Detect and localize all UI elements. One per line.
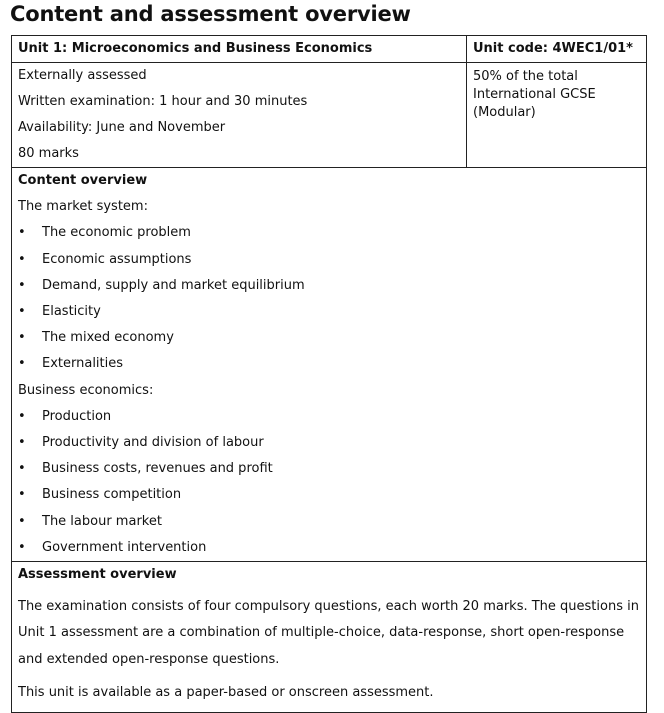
list-item-label: The mixed economy — [42, 330, 174, 346]
info-external: Externally assessed — [18, 68, 147, 83]
overview-table — [11, 35, 647, 713]
assessment-overview-row — [12, 562, 647, 713]
list-item — [18, 456, 640, 482]
assessment-info-row — [12, 63, 647, 168]
unit-code: Unit code: 4WEC1/01* — [467, 36, 647, 63]
list-item — [18, 482, 640, 508]
assessment-info-cell — [12, 63, 467, 168]
list-item — [18, 430, 640, 456]
assessment-overview-heading: Assessment overview — [18, 567, 177, 583]
list-item — [18, 325, 640, 351]
bullet-icon: • — [18, 356, 26, 372]
list-item — [18, 351, 640, 377]
info-availability: Availability: June and November — [18, 120, 226, 135]
list-item-label: Productivity and division of labour — [42, 435, 264, 451]
list-item-label: Production — [42, 408, 112, 424]
business-economics-list — [18, 404, 640, 561]
unit-header: Unit 1: Microeconomics and Business Economics — [12, 36, 467, 63]
bullet-icon: • — [18, 408, 26, 424]
list-item-label: Business competition — [42, 487, 182, 503]
bullet-icon: • — [18, 487, 26, 503]
bullet-icon: • — [18, 513, 26, 529]
list-item — [18, 247, 640, 273]
content-overview-cell — [12, 168, 647, 562]
bullet-icon: • — [18, 277, 26, 293]
page-title: Content and assessment overview — [10, 2, 411, 26]
content-overview-row — [12, 168, 647, 562]
bullet-icon: • — [18, 304, 26, 320]
list-item — [18, 535, 640, 561]
weighting-cell: 50% of the total International GCSE (Modular) — [467, 63, 647, 168]
bullet-icon: • — [18, 435, 26, 451]
assessment-overview-paragraph: The examination consists of four compulsory questions, each worth 20 marks. The questions in Unit 1 assessment are a combination of multiple-choice, data-response, short open-response and extended open-response questions. — [18, 599, 639, 667]
assessment-overview-cell — [12, 562, 647, 713]
list-item — [18, 220, 640, 246]
info-exam-duration: Written examination: 1 hour and 30 minutes — [18, 94, 308, 109]
list-item-label: Economic assumptions — [42, 251, 192, 267]
bullet-icon: • — [18, 330, 26, 346]
list-item — [18, 509, 640, 535]
assessment-availability: This unit is available as a paper-based or onscreen assessment. — [18, 684, 434, 700]
market-system-list — [18, 220, 640, 377]
list-item-label: Externalities — [42, 356, 124, 372]
table-header-row — [12, 36, 647, 63]
bullet-icon: • — [18, 225, 26, 241]
market-system-heading: The market system: — [18, 199, 148, 215]
info-marks: 80 marks — [18, 146, 79, 161]
list-item — [18, 299, 640, 325]
content-overview-heading: Content overview — [18, 173, 148, 188]
bullet-icon: • — [18, 539, 26, 555]
bullet-icon: • — [18, 461, 26, 477]
business-economics-heading: Business economics: — [18, 382, 154, 398]
list-item-label: Demand, supply and market equilibrium — [42, 277, 305, 293]
list-item-label: The economic problem — [42, 225, 191, 241]
bullet-icon: • — [18, 251, 26, 267]
list-item — [18, 404, 640, 430]
list-item — [18, 273, 640, 299]
list-item-label: The labour market — [42, 513, 162, 529]
list-item-label: Government intervention — [42, 539, 207, 555]
list-item-label: Elasticity — [42, 304, 101, 320]
list-item-label: Business costs, revenues and profit — [42, 461, 273, 477]
